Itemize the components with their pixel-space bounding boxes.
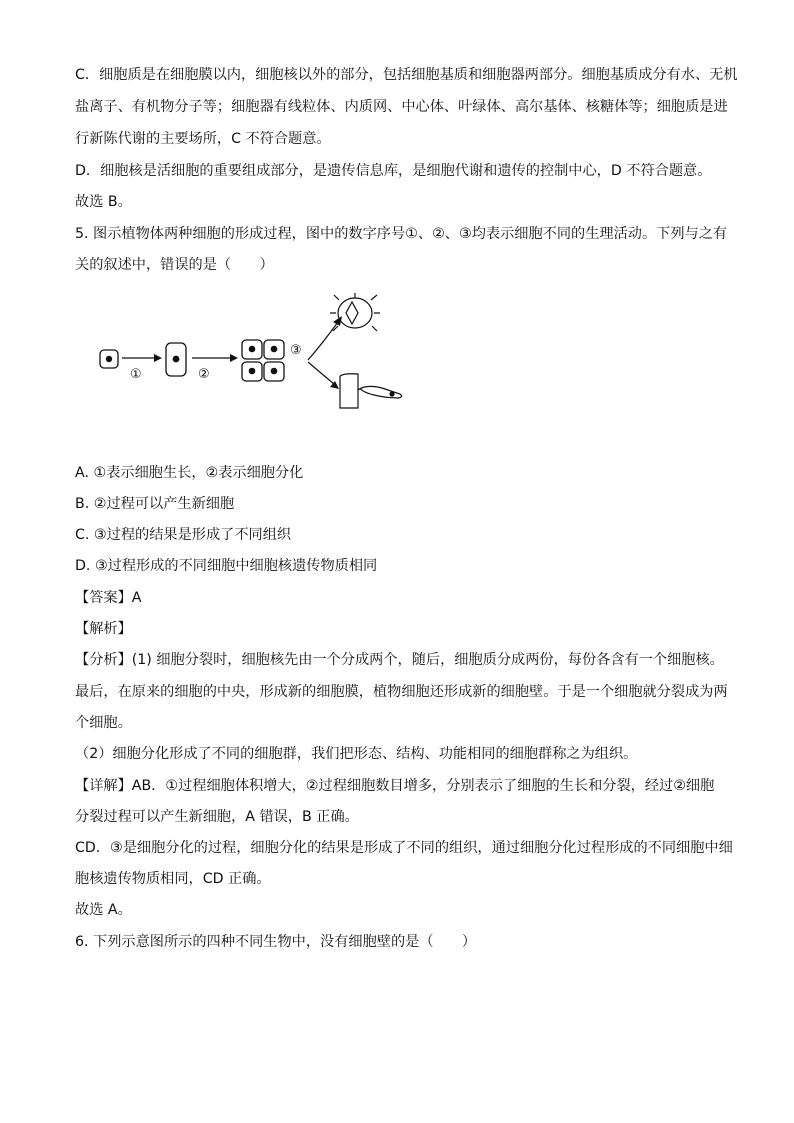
text-line: 胞核遗传物质相同，CD 正确。 (75, 871, 271, 887)
divided-cells (242, 340, 284, 381)
text-line: （2）细胞分化形成了不同的细胞群，我们把形态、结构、功能相同的细胞群称之为组织。 (75, 746, 638, 762)
text-line: 故选 B。 (75, 194, 132, 210)
step-3-label: ③ (290, 343, 302, 358)
arrow-3-up (308, 322, 338, 360)
option-a: A. ①表示细胞生长，②表示细胞分化 (75, 465, 304, 481)
option-b: B. ②过程可以产生新细胞 (75, 496, 235, 512)
stomata-cell (330, 293, 380, 331)
cell-formation-diagram (90, 292, 420, 417)
root-hair-cell (340, 374, 402, 408)
analysis-heading: 【解析】 (75, 621, 132, 637)
nucleus (271, 368, 278, 375)
answer-line: 【答案】A (75, 590, 142, 606)
option-c: C. ③过程的结果是形成了不同组织 (75, 527, 292, 543)
arrow-1-head (154, 354, 162, 362)
nucleus (389, 391, 394, 396)
question-5-stem: 5. 图示植物体两种细胞的形成过程，图中的数字序号①、②、③均表示细胞不同的生理活动。下列与之有 (75, 226, 728, 242)
question-6-stem: 6. 下列示意图所示的四种不同生物中，没有细胞壁的是（ ） (75, 934, 477, 950)
arrow-3-down (308, 362, 334, 384)
text-line: 行新陈代谢的主要场所，C 不符合题意。 (75, 131, 331, 147)
text-line: 故选 A。 (75, 902, 132, 918)
nucleus (249, 346, 256, 353)
text-line: 最后，在原来的细胞的中央，形成新的细胞膜，植物细胞还形成新的细胞壁。于是一个细胞就分裂成为两 (75, 684, 728, 700)
nucleus (173, 356, 180, 363)
arrow-2-head (230, 354, 238, 362)
text-line: 个细胞。 (75, 715, 132, 731)
question-5-stem: 关的叙述中，错误的是（ ） (75, 257, 274, 273)
option-d: D. ③过程形成的不同细胞中细胞核遗传物质相同 (75, 558, 378, 574)
text-line: 【分析】(1) 细胞分裂时，细胞核先由一个分成两个，随后，细胞质分成两份，每份各含有一个细胞核。 (75, 652, 724, 668)
nucleus (106, 356, 112, 362)
text-line: 【详解】AB．①过程细胞体积增大，②过程细胞数目增多，分别表示了细胞的生长和分裂，经过②细胞 (75, 778, 715, 794)
text-line: 盐离子、有机物分子等；细胞器有线粒体、内质网、中心体、叶绿体、高尔基体、核糖体等；细胞质是进 (75, 99, 728, 115)
step-2-label: ② (198, 367, 210, 382)
text-line: C．细胞质是在细胞膜以内，细胞核以外的部分，包括细胞基质和细胞器两部分。细胞基质成分有水、无机 (75, 67, 738, 83)
nucleus (271, 346, 278, 353)
step-1-label: ① (130, 367, 142, 382)
text-line: 分裂过程可以产生新细胞，A 错误，B 正确。 (75, 809, 359, 825)
text-line: CD．③是细胞分化的过程，细胞分化的结果是形成了不同的组织，通过细胞分化过程形成的不同细胞中细 (75, 840, 733, 856)
text-line: D．细胞核是活细胞的重要组成部分，是遗传信息库，是细胞代谢和遗传的控制中心，D 不符合题意。 (75, 163, 712, 179)
nucleus (249, 368, 256, 375)
